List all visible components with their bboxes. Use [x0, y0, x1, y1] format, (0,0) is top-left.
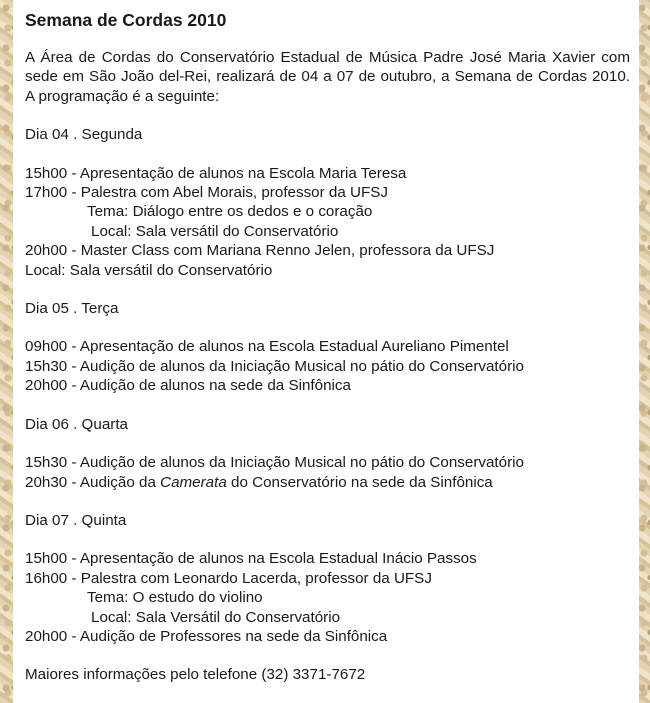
day-schedule	[25, 337, 630, 395]
schedule-item: Local: Sala versátil do Conservatório	[25, 261, 273, 279]
schedule-item: 15h30 - Audição de alunos da Iniciação Musical no pátio do Conservatório	[25, 357, 524, 375]
schedule-item: 20h00 - Master Class com Mariana Renno Jelen, professora da UFSJ	[25, 242, 495, 260]
camerata-italic: Camerata	[160, 473, 227, 491]
schedule-item: 20h00 - Audição de alunos na sede da Sinfônica	[25, 377, 351, 395]
day-schedule	[25, 549, 630, 646]
schedule-item: 15h00 - Apresentação de alunos na Escola Maria Teresa	[25, 164, 407, 182]
contact-footer: Maiores informações pelo telefone (32) 3371-7672	[25, 666, 366, 684]
schedule-item: 09h00 - Apresentação de alunos na Escola Estadual Aureliano Pimentel	[25, 338, 509, 356]
schedule-item-text: do Conservatório na sede da Sinfônica	[226, 473, 493, 491]
day-schedule	[25, 164, 630, 280]
schedule-item: 20h00 - Audição de Professores na sede da Sinfônica	[25, 627, 388, 645]
intro-paragraph: A Área de Cordas do Conservatório Estadual de Música Padre José Maria Xavier com sede em São João del-Rei, realizará de 04 a 07 de outubro, a Semana de Cordas 2010. A programação é a seguinte:	[25, 49, 630, 105]
day-heading: Dia 06 . Quarta	[25, 415, 128, 433]
schedule-item: 17h00 - Palestra com Abel Morais, professor da UFSJ	[25, 184, 388, 202]
announcement-panel	[13, 0, 639, 703]
schedule-item: 15h30 - Audição de alunos da Iniciação Musical no pátio do Conservatório	[25, 454, 524, 472]
schedule-item-text: 20h30 - Audição da	[25, 473, 161, 491]
announcement-content	[25, 10, 630, 685]
schedule-item: 15h00 - Apresentação de alunos na Escola Estadual Inácio Passos	[25, 550, 477, 568]
day-heading: Dia 04 . Segunda	[25, 126, 143, 144]
schedule-subitem: Local: Sala versátil do Conservatório	[91, 222, 339, 240]
day-heading: Dia 07 . Quinta	[25, 511, 127, 529]
day-schedule	[25, 453, 630, 492]
schedule-subitem: Tema: O estudo do violino	[87, 589, 263, 607]
schedule-subitem: Local: Sala Versátil do Conservatório	[91, 608, 341, 626]
page-title: Semana de Cordas 2010	[25, 10, 227, 30]
day-heading: Dia 05 . Terça	[25, 300, 119, 318]
schedule-item: 16h00 - Palestra com Leonardo Lacerda, professor da UFSJ	[25, 569, 432, 587]
schedule-item	[25, 473, 630, 492]
schedule-subitem: Tema: Diálogo entre os dedos e o coração	[87, 203, 373, 221]
